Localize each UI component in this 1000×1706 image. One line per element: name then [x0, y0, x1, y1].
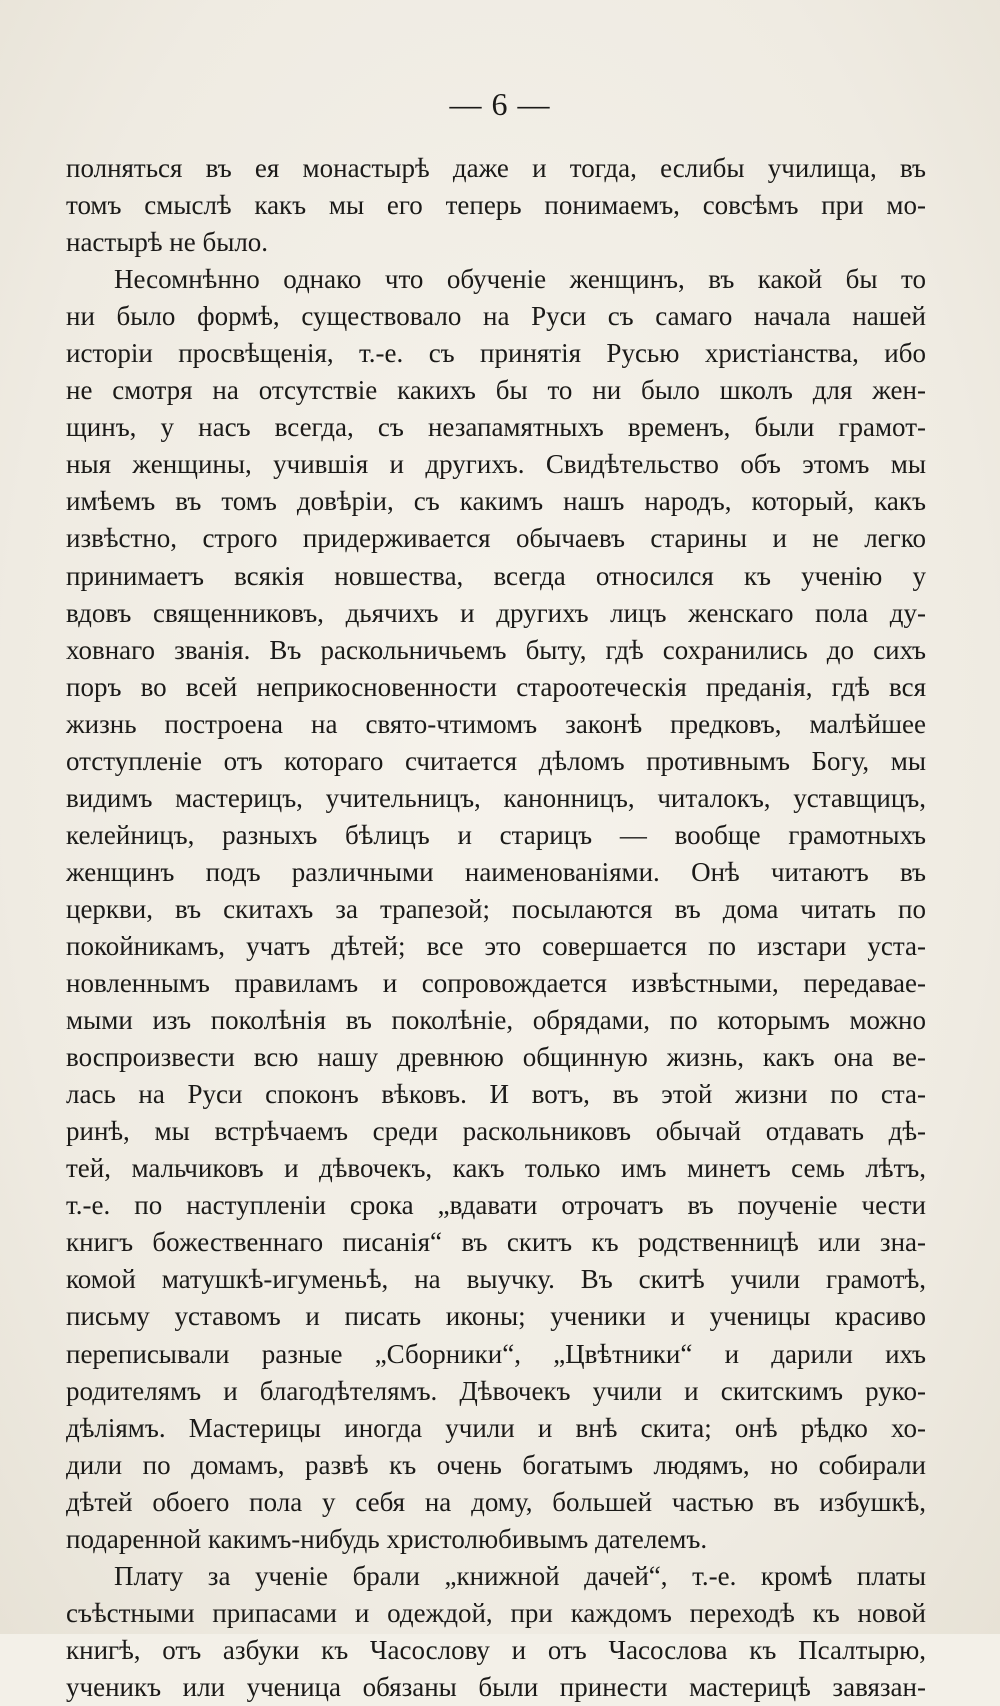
text-line: Плату за ученіе брали „книжной дачей“, т.-е. кромѣ платы [114, 1560, 926, 1591]
paragraph [66, 261, 926, 1558]
text-line: Несомнѣнно однако что обученіе женщинъ, въ какой бы то [114, 264, 926, 295]
text-line: принимаетъ всякія новшества, всегда относился къ ученію у [66, 560, 926, 591]
text-line: т.-е. по наступленіи срока „вдавати отрочатъ въ поученіе чести [66, 1190, 926, 1221]
text-line: келейницъ, разныхъ бѣлицъ и старицъ — вообще грамотныхъ [66, 819, 926, 850]
text-line: мыми изъ поколѣнія въ поколѣніе, обрядами, по которымъ можно [66, 1005, 926, 1036]
text-line: новленнымъ правиламъ и сопровождается извѣстными, передавае- [66, 968, 926, 999]
text-line: книгъ божественнаго писанія“ въ скитъ къ родственницѣ или зна- [66, 1227, 926, 1258]
text-line: подаренной какимъ-нибудь христолюбивымъ дателемъ. [66, 1523, 708, 1554]
text-line: книгѣ, отъ азбуки къ Часослову и отъ Часослова къ Псалтырю, [66, 1634, 926, 1665]
text-line: отступленіе отъ котораго считается дѣломъ противнымъ Богу, мы [66, 745, 926, 776]
text-line: ховнаго званія. Въ раскольничьемъ быту, гдѣ сохранились до сихъ [66, 634, 926, 665]
text-line: дили по домамъ, развѣ къ очень богатымъ людямъ, но собирали [66, 1449, 926, 1480]
text-line: видимъ мастерицъ, учительницъ, канонницъ, читалокъ, уставщицъ, [66, 782, 926, 813]
text-line: щинъ, у насъ всегда, съ незапамятныхъ временъ, были грамот- [66, 412, 926, 443]
text-line: письму уставомъ и писать иконы; ученики и ученицы красиво [66, 1301, 926, 1332]
text-line: съѣстными припасами и одеждой, при каждомъ переходѣ къ новой [66, 1597, 926, 1628]
text-line: переписывали разные „Сборники“, „Цвѣтники“ и дарили ихъ [66, 1338, 926, 1369]
text-line: имѣемъ въ томъ довѣріи, съ какимъ нашъ народъ, который, какъ [66, 486, 926, 517]
text-line: церкви, въ скитахъ за трапезой; посылаются въ дома читать по [66, 893, 926, 924]
text-line: ученикъ или ученица обязаны были принести мастерицѣ завязан- [66, 1671, 926, 1702]
text-line: родителямъ и благодѣтелямъ. Дѣвочекъ учили и скитскимъ руко- [66, 1375, 926, 1406]
text-line: дѣтей обоего пола у себя на дому, большей частью въ избушкѣ, [66, 1486, 926, 1517]
text-line: комой матушкѣ-игуменьѣ, на выучку. Въ скитѣ учили грамотѣ, [66, 1264, 926, 1295]
text-line: полняться въ ея монастырѣ даже и тогда, еслибы училища, въ [66, 153, 926, 183]
text-line: жизнь построена на свято-чтимомъ законѣ предковъ, малѣйшее [66, 708, 926, 739]
paragraph [66, 1558, 926, 1706]
text-line: лась на Руси споконъ вѣковъ. И вотъ, въ этой жизни по ста- [66, 1079, 926, 1110]
text-line: поръ во всей неприкосновенности староотеческія преданія, гдѣ вся [66, 671, 926, 702]
text-line: томъ смыслѣ какъ мы его теперь понимаемъ, совсѣмъ при мо- [66, 190, 926, 221]
text-line: воспроизвести всю нашу древнюю общинную жизнь, какъ она ве- [66, 1042, 926, 1073]
text-line: ни было формѣ, существовало на Руси съ самаго начала нашей [66, 301, 926, 332]
text-line: дѣліямъ. Мастерицы иногда учили и внѣ скита; онѣ рѣдко хо- [66, 1412, 926, 1443]
text-line: настырѣ не было. [66, 227, 269, 258]
text-line: тей, мальчиковъ и дѣвочекъ, какъ только имъ минетъ семь лѣтъ, [66, 1153, 926, 1184]
text-line: не смотря на отсутствіе какихъ бы то ни было школъ для жен- [66, 375, 926, 406]
text-line: ныя женщины, учившія и другихъ. Свидѣтельство объ этомъ мы [66, 449, 926, 480]
text-line: извѣстно, строго придерживается обычаевъ старины и не легко [66, 523, 926, 554]
body-text [66, 150, 926, 1706]
text-line: ринѣ, мы встрѣчаемъ среди раскольниковъ обычай отдавать дѣ- [66, 1116, 926, 1147]
paragraph [66, 150, 926, 261]
text-line: покойникамъ, учатъ дѣтей; все это совершается по изстари уста- [66, 930, 926, 961]
text-line: исторіи просвѣщенія, т.-е. съ принятія Русью христіанства, ибо [66, 338, 926, 369]
text-line: вдовъ священниковъ, дьячихъ и другихъ лицъ женскаго пола ду- [66, 597, 926, 628]
text-line: женщинъ подъ различными наименованіями. Онѣ читаютъ въ [66, 856, 926, 887]
page-number: — 6 — [449, 86, 551, 122]
